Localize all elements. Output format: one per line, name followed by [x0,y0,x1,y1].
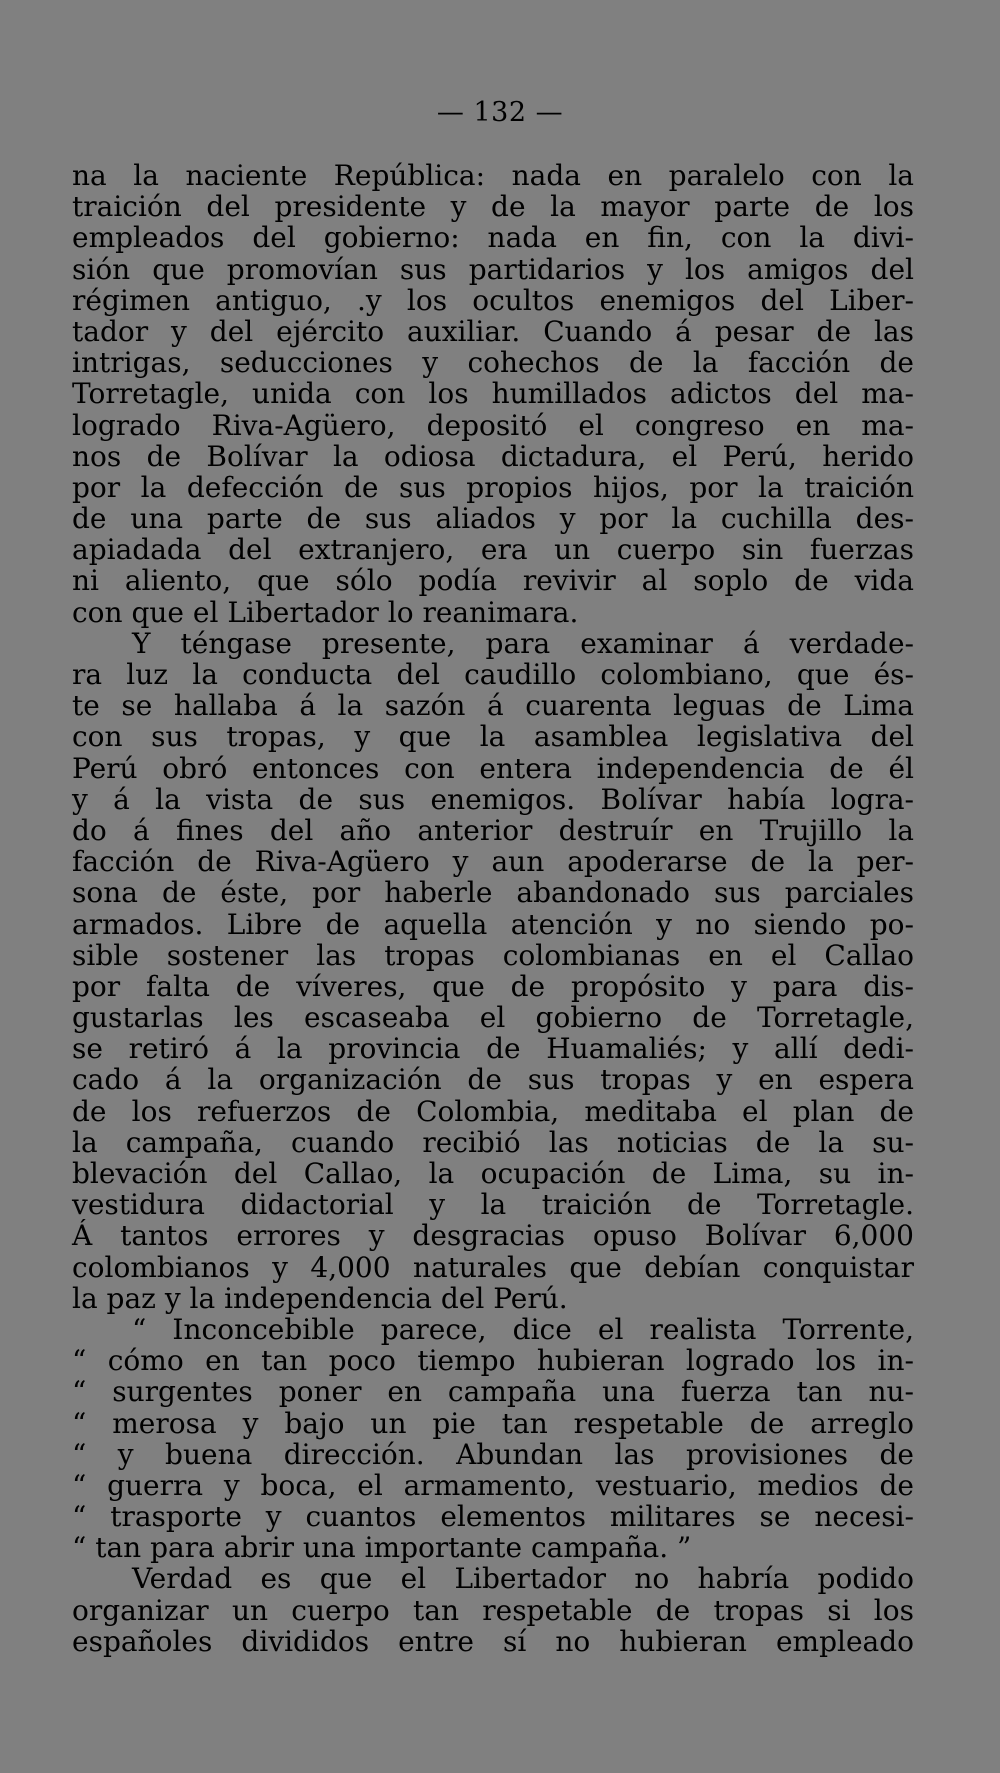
text-line: “ y buena dirección. Abundan las provisiones de [72,1437,914,1471]
text-line: logrado Riva-Agüero, depositó el congreso en ma- [72,408,914,442]
text-line: gustarlas les escaseaba el gobierno de Torretagle, [72,1001,914,1035]
text-line: “ Inconcebible parece, dice el realista Torrente, [132,1312,914,1346]
text-line: apiadada del extranjero, era un cuerpo sin fuerzas [72,533,914,567]
text-line: do á fines del año anterior destruír en Trujillo la [72,813,914,847]
text-line: de una parte de sus aliados y por la cuchilla des- [72,502,914,536]
text-line: sión que promovían sus partidarios y los amigos del [72,252,914,286]
text-line: régimen antiguo, .y los ocultos enemigos del Liber- [72,283,914,317]
text-line: con que el Libertador lo reanimara. [72,595,579,629]
text-line: Á tantos errores y desgracias opuso Bolívar 6,000 [72,1219,914,1253]
text-line: armados. Libre de aquella atención y no siendo po- [72,907,914,941]
text-line: facción de Riva-Agüero y aun apoderarse de la per- [72,845,914,879]
text-line: por la defección de sus propios hijos, por la traición [72,470,914,504]
text-line: cado á la organización de sus tropas y en espera [72,1063,914,1097]
text-line: vestidura didactorial y la traición de Torretagle. [72,1188,914,1222]
text-line: con sus tropas, y que la asamblea legislativa del [72,720,914,754]
text-line: Perú obró entonces con entera independencia de él [72,751,914,785]
text-line: ni aliento, que sólo podía revivir al soplo de vida [72,564,914,598]
text-line: y á la vista de sus enemigos. Bolívar había logra- [72,782,914,816]
text-line: Torretagle, unida con los humillados adictos del ma- [72,377,914,411]
text-line: “ merosa y bajo un pie tan respetable de arreglo [72,1406,914,1440]
text-line: Verdad es que el Libertador no habría podido [132,1562,914,1596]
page-number-header: — 132 — [436,97,564,128]
text-line: tador y del ejército auxiliar. Cuando á pesar de las [72,314,914,348]
text-line: ra luz la conducta del caudillo colombiano, que és- [72,658,914,691]
text-line: intrigas, seducciones y cohechos de la facción de [72,346,914,380]
text-line: blevación del Callao, la ocupación de Lima, su in- [72,1157,914,1190]
text-line: sible sostener las tropas colombianas en el Callao [72,938,914,972]
text-line: colombianos y 4,000 naturales que debían conquistar [72,1250,914,1284]
text-line: por falta de víveres, que de propósito y para dis- [72,969,914,1003]
text-line: “ guerra y boca, el armamento, vestuario, medios de [72,1468,914,1502]
text-line: na la naciente República: nada en paralelo con la [72,159,914,192]
text-line: “ tan para abrir una importante campaña. ” [72,1531,692,1565]
text-line: Y téngase presente, para examinar á verdade- [132,626,914,660]
text-line: sona de éste, por haberle abandonado sus parciales [72,876,914,910]
text-line: de los refuerzos de Colombia, meditaba el plan de [72,1094,914,1128]
text-line: organizar un cuerpo tan respetable de tropas si los [72,1593,914,1627]
text-line: empleados del gobierno: nada en fin, con la divi- [72,221,914,255]
text-line: “ surgentes poner en campaña una fuerza tan nu- [72,1375,914,1409]
text-line: nos de Bolívar la odiosa dictadura, el Perú, herido [72,439,914,473]
text-line: españoles divididos entre sí no hubieran empleado [72,1624,914,1658]
text-line: la paz y la independencia del Perú. [72,1281,568,1315]
text-line: se retiró á la provincia de Huamaliés; y allí dedi- [72,1032,914,1066]
text-line: te se hallaba á la sazón á cuarenta leguas de Lima [72,689,914,723]
text-line: “ cómo en tan poco tiempo hubieran logrado los in- [72,1344,914,1378]
text-line: “ trasporte y cuantos elementos militares se necesi- [72,1500,914,1534]
body-text [72,160,914,1657]
text-line: la campaña, cuando recibió las noticias de la su- [72,1125,914,1159]
text-line: traición del presidente y de la mayor parte de los [72,190,914,224]
